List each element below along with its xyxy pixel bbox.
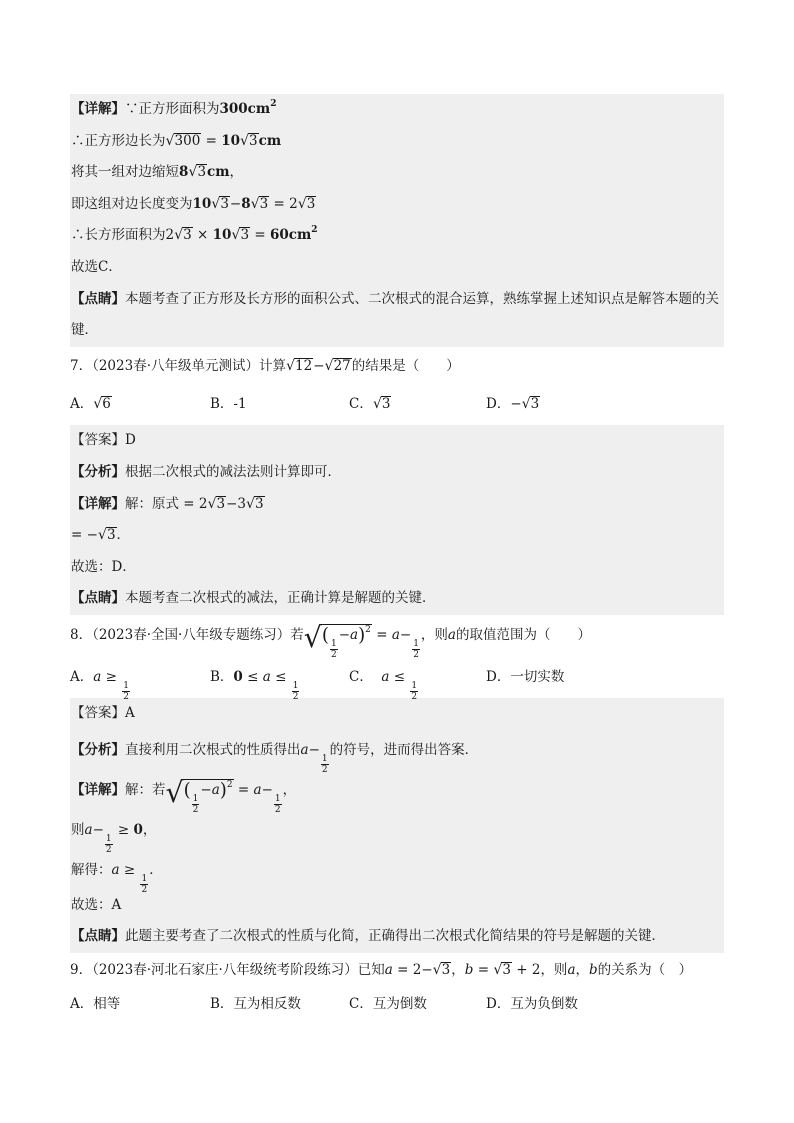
- q6-detail-line-1: 【详解】∵正方形面积为$300cm^2$: [71, 99, 277, 117]
- q9-option-d[interactable]: D．互为负倒数: [486, 996, 578, 1013]
- q7-stem: 7．（2023春·八年级单元测试）计算√12−√27的结果是（ ）: [70, 357, 460, 374]
- q6-detail-line-4: 即这组对边长度变为10√3−8√3 = 2√3: [71, 195, 316, 212]
- q6-solution-block: [70, 94, 724, 347]
- q6-comment: 【点睛】本题考查了正方形及长方形的面积公式、二次根式的混合运算，熟练掌握上述知识点是解答本题的关键．: [71, 290, 719, 339]
- q7-option-a[interactable]: A．√6: [70, 396, 111, 413]
- q6-detail-line-2: ∴正方形边长为√300 = 10√3cm: [71, 132, 282, 149]
- q8-option-b[interactable]: B．0 ≤ a ≤ $\frac{1}{2}$: [210, 668, 299, 702]
- detail-tag: 【详解】: [71, 101, 125, 117]
- q6-choose-line: 故选C．: [71, 258, 122, 275]
- q8-options: [70, 655, 724, 702]
- q7-comment: 【点睛】本题考查二次根式的减法，正确计算是解题的关键．: [71, 590, 436, 607]
- q8-analysis: 【分析】直接利用二次根式的性质得出a− $\frac{1}{2}$ 的符号，进而得出答案．: [71, 741, 479, 775]
- q7-answer: 【答案】D: [71, 432, 136, 449]
- q8-detail: 【详解】解：若√( $\frac{1}{2}$ −a)$^2$ = a− $\frac{1}{2}$ ，: [71, 775, 297, 815]
- q9-options: [70, 986, 724, 1029]
- q8-choose: 故选：A: [71, 896, 122, 913]
- q7-solution-block: [70, 425, 724, 615]
- q7-option-b[interactable]: B．-1: [210, 396, 247, 413]
- q7-detail-2: = −√3．: [71, 527, 131, 544]
- q7-option-c[interactable]: C．√3: [349, 396, 391, 413]
- q8-comment: 【点睛】此题主要考查了二次根式的性质与化简，正确得出二次根式化简结果的符号是解题的关键．: [71, 928, 665, 945]
- q8-option-a[interactable]: A．a ≥ $\frac{1}{2}$: [70, 668, 129, 702]
- q8-solution-block: [70, 698, 724, 953]
- q9-stem: 9．（2023春·河北石家庄·八年级统考阶段练习）已知a = 2−√3，b = √3 + 2，则a，b的关系为（ ）: [70, 961, 693, 978]
- q7-choose: 故选：D．: [71, 558, 136, 575]
- q7-detail: 【详解】解：原式 = 2√3−3√3: [71, 495, 264, 512]
- q9-option-a[interactable]: A．相等: [70, 996, 121, 1013]
- q9-option-b[interactable]: B．互为相反数: [210, 996, 301, 1013]
- q8-option-d[interactable]: D．一切实数: [486, 668, 565, 685]
- q8-answer: 【答案】A: [71, 704, 135, 721]
- q8-then: 则a− $\frac{1}{2}$ ≥ 0，: [71, 821, 157, 855]
- q6-detail-line-3: 将其一组对边缩短8√3cm，: [71, 164, 244, 181]
- document-page: [70, 94, 724, 1029]
- q8-solve: 解得：a ≥ $\frac{1}{2}$ ．: [71, 861, 163, 895]
- q7-option-d[interactable]: D．−√3: [486, 396, 540, 413]
- q8-option-c[interactable]: C． a ≤ $\frac{1}{2}$: [349, 668, 418, 702]
- q7-analysis: 【分析】根据二次根式的减法法则计算即可．: [71, 463, 341, 480]
- q6-detail-line-5: ∴长方形面积为$2√3 \times 10√3 = 60cm^2$: [71, 225, 318, 244]
- q8-stem: 8．（2023春·全国·八年级专题练习）若√( $\frac{1}{2}$ −a)$^2$ = a− $\frac{1}{2}$ ，则a的取值范围为（ ）: [70, 620, 591, 660]
- q7-options: [70, 382, 724, 425]
- q9-option-c[interactable]: C．互为倒数: [349, 996, 427, 1013]
